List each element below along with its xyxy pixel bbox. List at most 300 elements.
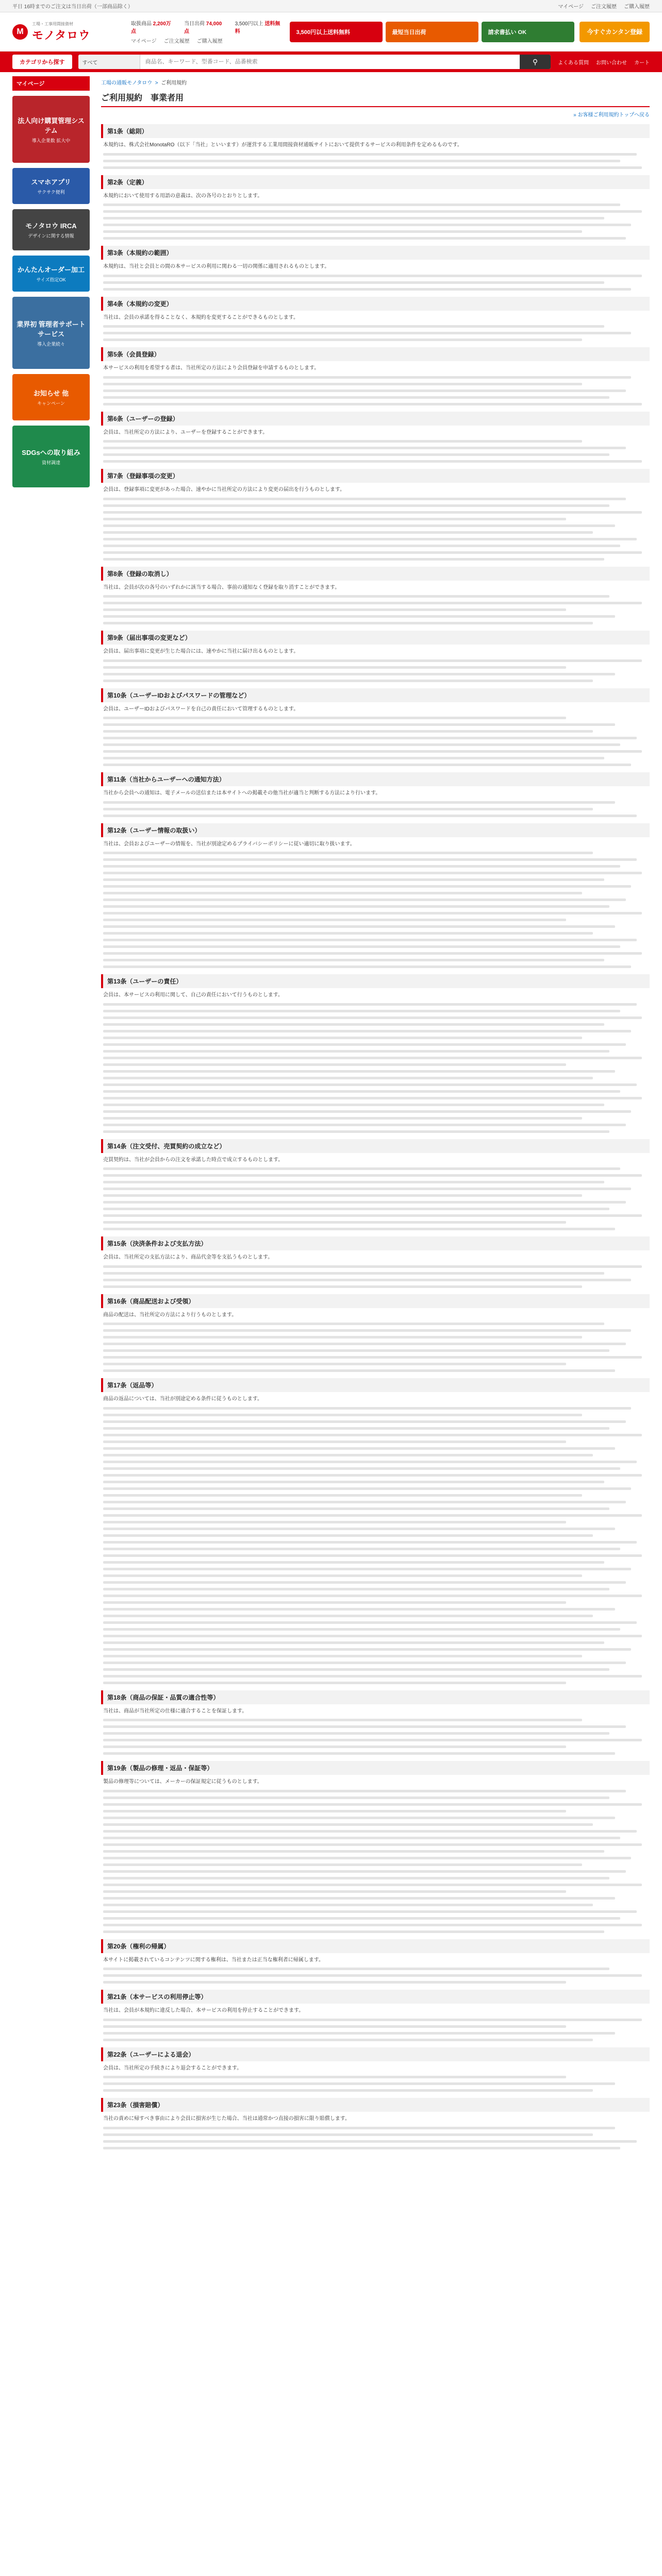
text-line	[103, 1682, 566, 1684]
sidebar-banner[interactable]	[12, 96, 90, 163]
text-line	[103, 959, 604, 961]
text-line	[103, 1823, 593, 1826]
text-line	[103, 1356, 642, 1359]
sidebar-banner[interactable]	[12, 256, 90, 292]
text-line	[103, 1057, 642, 1059]
text-line	[103, 919, 566, 921]
text-line	[103, 1221, 566, 1224]
text-line	[103, 1588, 609, 1590]
text-line	[103, 230, 582, 233]
text-line	[103, 1601, 566, 1604]
text-line	[103, 2025, 566, 2028]
text-line	[103, 673, 615, 675]
article-heading: 第3条（本規約の範囲）	[101, 246, 650, 260]
text-line	[103, 403, 642, 405]
text-line	[103, 1201, 626, 1204]
text-line	[103, 1803, 642, 1806]
text-line	[103, 945, 620, 948]
text-line	[103, 1924, 642, 1926]
text-line	[103, 1467, 620, 1470]
text-line	[103, 1181, 604, 1183]
sidebar	[12, 72, 90, 2154]
article-heading: 第12条（ユーザー情報の取扱い）	[101, 823, 650, 837]
text-line	[103, 531, 593, 534]
article-heading: 第22条（ユーザーによる退会）	[101, 2047, 650, 2061]
top-notice-text: 平日 16時までのご注文は当日出荷（一部商品除く）	[12, 4, 133, 10]
text-line	[103, 925, 615, 928]
article-heading: 第19条（製品の修理・返品・保証等）	[101, 1761, 650, 1775]
text-line	[103, 1440, 566, 1443]
article-paragraph: 会員は、本サービスの利用に関して、自己の責任において行うものとします。	[103, 992, 283, 998]
article-heading: 第2条（定義）	[101, 175, 650, 189]
text-line	[103, 932, 593, 935]
article-paragraph: 本規約において使用する用語の意義は、次の各号のとおりとします。	[103, 193, 263, 199]
text-line	[103, 1050, 609, 1053]
text-line	[103, 1608, 615, 1611]
text-line	[103, 1329, 631, 1332]
faq-link[interactable]: よくある質問	[558, 60, 589, 66]
article-heading: 第6条（ユーザーの登録）	[101, 412, 650, 426]
text-line	[103, 376, 631, 379]
article-heading: 第10条（ユーザーIDおよびパスワードの管理など）	[101, 688, 650, 702]
text-line	[103, 1548, 620, 1550]
article-heading: 第11条（当社からユーザーへの通知方法）	[101, 772, 650, 786]
article-text-block	[101, 852, 650, 968]
article-paragraph: 商品の返品については、当社が別途定める条件に従うものとします。	[103, 1396, 262, 1402]
text-line	[103, 1228, 615, 1230]
text-line	[103, 1521, 566, 1523]
article-heading: 第23条（損害賠償）	[101, 2098, 650, 2112]
text-line	[103, 153, 637, 156]
text-line	[103, 622, 593, 624]
stat-label-items: 取扱商品	[131, 21, 152, 27]
text-line	[103, 1830, 637, 1833]
text-line	[103, 1369, 615, 1372]
site-logo[interactable]	[12, 21, 131, 43]
text-line	[103, 558, 604, 561]
text-line	[103, 1188, 631, 1190]
text-line	[103, 730, 593, 733]
text-line	[103, 288, 631, 291]
text-line	[103, 1752, 615, 1755]
text-line	[103, 504, 609, 507]
sidebar-banner-sub: デザインに関する情報	[28, 233, 74, 239]
article-paragraph: 本サイトに掲載されているコンテンツに関する権利は、当社または正当な権利者に帰属します。	[103, 1957, 324, 1963]
breadcrumb: 工場の通販モノタロウ > ご利用規約	[101, 80, 187, 86]
sidebar-banner-title: かんたんオーダー加工	[17, 266, 85, 274]
sidebar-banner[interactable]	[12, 168, 90, 204]
text-line	[103, 737, 637, 739]
text-line	[103, 1574, 582, 1577]
article-text-block	[101, 1968, 650, 1984]
text-line	[103, 1595, 642, 1597]
text-line	[103, 518, 566, 520]
text-line	[103, 545, 620, 547]
header-nav-orders[interactable]: ご注文履歴	[163, 39, 190, 44]
article-heading: 第13条（ユーザーの責任）	[101, 974, 650, 988]
article-heading: 第4条（本規約の変更）	[101, 297, 650, 311]
logo-text: モノタロウ	[32, 28, 91, 42]
sidebar-banner-sub: サクサク便利	[37, 190, 65, 195]
header-nav-history[interactable]: ご購入履歴	[196, 39, 223, 44]
text-line	[103, 1930, 604, 1933]
article-paragraph: 売買契約は、当社が会員からの注文を承諾した時点で成立するものとします。	[103, 1157, 284, 1163]
text-line	[103, 1336, 582, 1338]
text-line	[103, 2076, 566, 2078]
sidebar-banner-title: 法人向け購買管理システム	[18, 116, 85, 134]
text-line	[103, 383, 582, 385]
text-line	[103, 1732, 609, 1735]
text-line	[103, 1077, 593, 1079]
text-line	[103, 1167, 620, 1170]
text-line	[103, 808, 593, 810]
article-text-block	[101, 1407, 650, 1684]
text-line	[103, 717, 566, 719]
text-line	[103, 332, 631, 334]
sidebar-banner-title: 業界初 管理者サポートサービス	[16, 320, 86, 338]
text-line	[103, 1110, 631, 1113]
article-text-block	[101, 376, 650, 405]
promo-banner-free-shipping[interactable]: 3,500円以上送料無料	[290, 22, 383, 42]
text-line	[103, 885, 631, 888]
article-paragraph: 会員は、ユーザーIDおよびパスワードを自己の責任において管理するものとします。	[103, 706, 299, 712]
text-line	[103, 338, 582, 341]
text-line	[103, 1090, 620, 1093]
text-line	[103, 1857, 631, 1859]
article-heading: 第1条（総則）	[101, 124, 650, 138]
text-line	[103, 1507, 609, 1510]
article-text-block	[101, 659, 650, 682]
article-paragraph: 会員は、届出事項に変更が生じた場合には、速やかに当社に届け出るものとします。	[103, 649, 299, 654]
article-text-block	[101, 440, 650, 463]
article-text-block	[101, 717, 650, 766]
terms-article	[101, 124, 650, 2149]
sidebar-banner-title: お知らせ 他	[33, 389, 69, 397]
text-line	[103, 1117, 582, 1120]
text-line	[103, 878, 604, 881]
search-bar	[0, 52, 662, 72]
text-line	[103, 1043, 626, 1046]
text-line	[103, 852, 593, 854]
text-line	[103, 1745, 566, 1748]
promo-banner-invoice[interactable]: 請求書払い OK	[482, 22, 574, 42]
text-line	[103, 939, 637, 941]
logo-icon: M	[12, 24, 28, 40]
article-heading: 第16条（商品配送および受領）	[101, 1294, 650, 1308]
text-line	[103, 1514, 642, 1517]
text-line	[103, 858, 637, 861]
text-line	[103, 1285, 582, 1288]
text-line	[103, 1427, 609, 1430]
text-line	[103, 511, 642, 514]
text-line	[103, 1628, 620, 1631]
article-text-block	[101, 1003, 650, 1133]
search-scope-select[interactable]: すべて	[78, 55, 140, 69]
text-line	[103, 1797, 609, 1799]
article-text-block	[101, 498, 650, 561]
text-line	[103, 750, 642, 753]
text-line	[103, 1265, 642, 1268]
page-title: ご利用規約 事業者用	[101, 91, 650, 107]
article-paragraph: 本サービスの利用を希望する者は、当社所定の方法により会員登録を申請するものとします。	[103, 365, 320, 371]
text-line	[103, 952, 642, 955]
text-line	[103, 1817, 615, 1819]
text-line	[103, 1974, 642, 1977]
text-line	[103, 608, 566, 611]
text-line	[103, 1083, 637, 1086]
article-text-block	[101, 325, 650, 341]
main-content	[90, 72, 650, 2154]
text-line	[103, 1030, 631, 1032]
text-line	[103, 1877, 609, 1879]
text-line	[103, 1884, 642, 1886]
stat-value-sameday: 74,000点	[184, 21, 222, 35]
text-line	[103, 1481, 604, 1483]
sidebar-banner-title: スマホアプリ	[31, 178, 71, 186]
text-line	[103, 1487, 631, 1490]
text-line	[103, 743, 620, 746]
text-line	[103, 892, 582, 894]
text-line	[103, 1174, 642, 1177]
article-heading: 第17条（返品等）	[101, 1378, 650, 1392]
text-line	[103, 2133, 593, 2136]
stat-value-items: 2,200万点	[131, 21, 171, 35]
text-line	[103, 757, 604, 759]
text-line	[103, 1070, 615, 1073]
text-line	[103, 2127, 615, 2129]
register-button[interactable]: 今すぐカンタン登録	[580, 22, 650, 42]
article-text-block	[101, 1265, 650, 1288]
article-text-block	[101, 1719, 650, 1755]
text-line	[103, 1414, 582, 1416]
text-line	[103, 1447, 615, 1450]
text-line	[103, 1719, 582, 1721]
sidebar-banner-sub: 資材調達	[41, 460, 60, 465]
text-line	[103, 1420, 626, 1423]
logo-subtitle: 工場・工事用間接資材	[32, 21, 73, 26]
article-text-block	[101, 595, 650, 624]
article-text-block	[101, 2076, 650, 2092]
text-line	[103, 1363, 566, 1365]
article-paragraph: 本規約は、当社と会員との間の本サービスの利用に関わる一切の関係に適用されるものとします。	[103, 264, 330, 269]
article-text-block	[101, 801, 650, 817]
text-line	[103, 1494, 582, 1497]
text-line	[103, 460, 642, 463]
text-line	[103, 1581, 626, 1584]
text-line	[103, 1343, 626, 1345]
text-line	[103, 912, 642, 914]
text-line	[103, 1407, 631, 1410]
text-line	[103, 217, 604, 219]
text-line	[103, 1725, 626, 1728]
text-line	[103, 680, 593, 682]
cart-link[interactable]: カート	[634, 60, 650, 66]
text-line	[103, 2019, 642, 2021]
text-line	[103, 453, 609, 456]
article-heading: 第15条（決済条件および支払方法）	[101, 1236, 650, 1250]
text-line	[103, 325, 604, 328]
text-line	[103, 1003, 637, 1006]
article-text-block	[101, 153, 650, 169]
article-heading: 第18条（商品の保証・品質の適合性等）	[101, 1690, 650, 1704]
promo-banner-sameday[interactable]: 最短当日出荷	[386, 22, 478, 42]
text-line	[103, 2140, 637, 2143]
article-paragraph: 会員は、登録事項に変更があった場合、速やかに当社所定の方法により変更の届出を行うものとします。	[103, 487, 345, 493]
text-line	[103, 1461, 637, 1463]
text-line	[103, 1534, 593, 1537]
text-line	[103, 764, 631, 766]
search-icon[interactable]: ⚲	[520, 55, 551, 69]
text-line	[103, 1662, 626, 1664]
text-line	[103, 1349, 609, 1352]
text-line	[103, 551, 642, 554]
text-line	[103, 1843, 642, 1846]
article-paragraph: 当社は、会員が本規約に違反した場合、本サービスの利用を停止することができます。	[103, 2008, 304, 2013]
text-line	[103, 524, 615, 527]
article-paragraph: 当社は、会員が次の各号のいずれかに該当する場合、事前の通知なく登録を取り消すことができます。	[103, 584, 340, 590]
article-heading: 第5条（会員登録）	[101, 347, 650, 361]
text-line	[103, 1272, 604, 1275]
text-line	[103, 1541, 637, 1544]
sidebar-banner-sub: キャンペーン	[37, 401, 65, 406]
text-line	[103, 1279, 631, 1281]
article-heading: 第21条（本サービスの利用停止等）	[101, 1990, 650, 2004]
text-line	[103, 1917, 620, 1920]
article-heading: 第7条（登録事項の変更）	[101, 469, 650, 483]
text-line	[103, 1130, 609, 1133]
text-line	[103, 275, 642, 277]
sidebar-heading[interactable]: マイページ	[12, 76, 90, 91]
stat-value-shipping: 送料無料	[235, 21, 280, 35]
article-paragraph: 当社は、商品が当社所定の仕様に適合することを保証します。	[103, 1708, 247, 1714]
text-line	[103, 1968, 609, 1970]
text-line	[103, 865, 620, 868]
text-line	[103, 1810, 566, 1812]
text-line	[103, 389, 626, 392]
text-line	[103, 1194, 582, 1197]
text-line	[103, 1981, 566, 1984]
sidebar-banner-sub: 導入企業続々	[37, 341, 65, 347]
back-to-top-link[interactable]: » お客様ご利用規約トップへ戻る	[573, 112, 650, 118]
sidebar-banner[interactable]	[12, 209, 90, 250]
text-line	[103, 224, 631, 226]
text-line	[103, 723, 615, 726]
sidebar-banner[interactable]	[12, 426, 90, 487]
article-text-block	[101, 2019, 650, 2041]
article-paragraph: 本規約は、株式会社MonotaRO（以下「当社」といいます）が運営する工業用間接資材通販サイトにおいて提供するサービスの利用条件を定めるものです。	[103, 142, 462, 148]
text-line	[103, 1104, 604, 1106]
text-line	[103, 2032, 615, 2035]
sidebar-banner-title: モノタロウ IRCA	[25, 222, 77, 230]
article-paragraph: 会員は、当社所定の方法により、ユーザーを登録することができます。	[103, 429, 268, 435]
sidebar-banner-sub: 導入企業数 拡大中	[31, 138, 71, 143]
text-line	[103, 1904, 593, 1906]
text-line	[103, 1016, 642, 1019]
text-line	[103, 1323, 604, 1325]
search-input[interactable]	[140, 55, 520, 69]
text-line	[103, 1739, 642, 1741]
text-line	[103, 1561, 604, 1564]
sidebar-banner[interactable]	[12, 297, 90, 369]
breadcrumb-home[interactable]: 工場の通販モノタロウ	[101, 80, 153, 86]
article-heading: 第14条（注文受付、売買契約の成立など）	[101, 1139, 650, 1153]
top-link-mypage[interactable]: マイページ	[558, 4, 584, 10]
text-line	[103, 1890, 566, 1893]
breadcrumb-current: ご利用規約	[161, 80, 187, 86]
article-paragraph: 会員は、当社所定の支払方法により、商品代金等を支払うものとします。	[103, 1255, 273, 1260]
text-line	[103, 1124, 626, 1126]
article-text-block	[101, 204, 650, 240]
text-line	[103, 2089, 593, 2092]
article-paragraph: 当社は、会員の承諾を得ることなく、本規約を変更することができるものとします。	[103, 314, 299, 320]
text-line	[103, 1668, 609, 1671]
text-line	[103, 281, 604, 284]
text-line	[103, 1837, 620, 1839]
article-paragraph: 製品の修理等については、メーカーの保証規定に従うものとします。	[103, 1779, 262, 1785]
stat-label-shipping: 3,500円以上	[235, 21, 263, 27]
sidebar-banner-title: SDGsへの取り組み	[22, 449, 80, 456]
text-line	[103, 2039, 593, 2041]
text-line	[103, 2147, 620, 2149]
text-line	[103, 440, 582, 443]
text-line	[103, 498, 626, 500]
article-text-block	[101, 1167, 650, 1230]
text-line	[103, 1454, 593, 1456]
text-line	[103, 1850, 604, 1853]
text-line	[103, 538, 637, 540]
text-line	[103, 595, 609, 598]
article-text-block	[101, 1323, 650, 1372]
article-heading: 第20条（権利の帰属）	[101, 1939, 650, 1953]
sidebar-banner[interactable]	[12, 374, 90, 420]
text-line	[103, 2082, 615, 2085]
text-line	[103, 1615, 593, 1617]
text-line	[103, 1063, 566, 1066]
text-line	[103, 1790, 626, 1792]
header-stats	[131, 19, 285, 44]
article-paragraph: 当社は、会員およびユーザーの情報を、当社が別途定めるプライバシーポリシーに従い適切に取り扱います。	[103, 841, 355, 847]
text-line	[103, 1910, 637, 1913]
text-line	[103, 1474, 642, 1477]
contact-link[interactable]: お問い合わせ	[596, 60, 627, 66]
sidebar-banner-sub: サイズ指定OK	[36, 277, 66, 282]
text-line	[103, 204, 620, 206]
text-line	[103, 1863, 582, 1866]
text-line	[103, 1675, 642, 1677]
top-link-history[interactable]: ご購入履歴	[624, 4, 650, 10]
top-notice-bar	[0, 0, 662, 12]
stat-label-sameday: 当日出荷	[184, 21, 205, 27]
text-line	[103, 1214, 642, 1217]
text-line	[103, 1568, 631, 1570]
text-line	[103, 1208, 609, 1210]
text-line	[103, 166, 642, 169]
text-line	[103, 815, 637, 817]
category-menu-button[interactable]: カテゴリから探す	[12, 55, 72, 69]
top-link-orders[interactable]: ご注文履歴	[591, 4, 617, 10]
text-line	[103, 965, 631, 968]
text-line	[103, 615, 615, 618]
text-line	[103, 1528, 615, 1530]
text-line	[103, 1655, 582, 1657]
text-line	[103, 1621, 637, 1624]
header-nav-mypage[interactable]: マイページ	[131, 39, 157, 44]
text-line	[103, 801, 615, 804]
text-line	[103, 1097, 642, 1099]
article-text-block	[101, 1790, 650, 1933]
text-line	[103, 210, 642, 213]
text-line	[103, 447, 626, 449]
